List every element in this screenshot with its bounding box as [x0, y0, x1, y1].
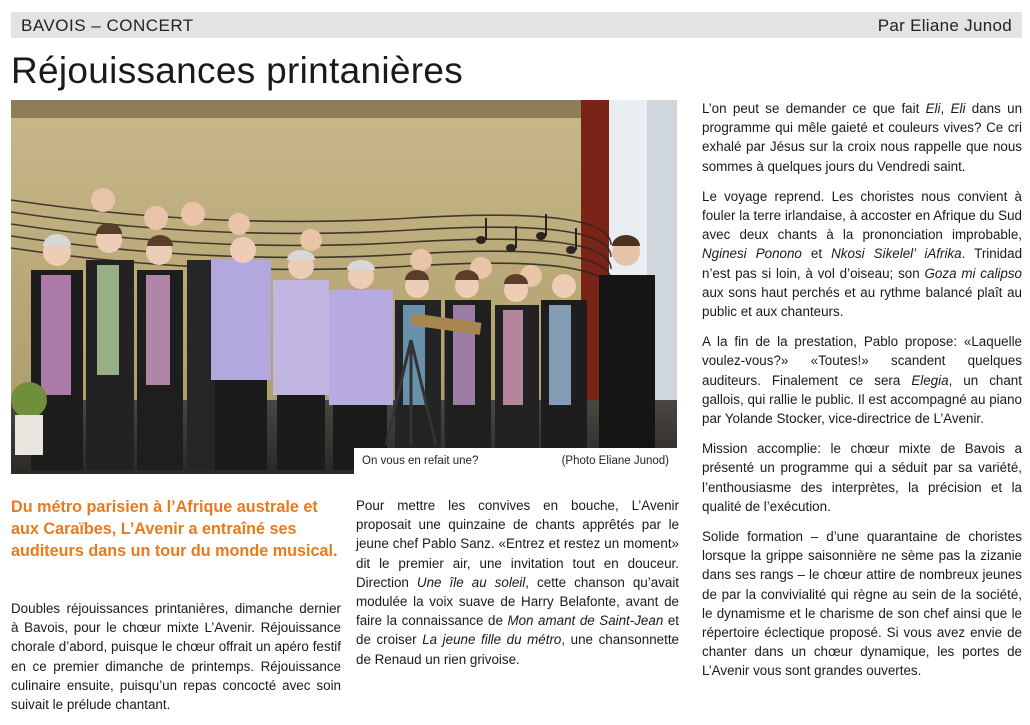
- paragraph: Solide formation – d’une quarantaine de choristes lorsque la grippe saisonnière ne sème pas la zizanie dans ses rangs – le chœur attire de nombreux jeunes de par la convivialité qui règne au sein de la société, le dynamisme et le charisme de son chef ainsi que le répertoire éclectique proposé. Si vous avez envie de chanter dans un chœur dynamique, les portes de L’Avenir vous sont grandes ouvertes.: [702, 529, 1022, 679]
- choir-photo: [11, 100, 677, 474]
- paragraph: L’on peut se demander ce que fait Eli, Eli dans un programme qui mêle gaieté et couleurs vives? Ce cri exhalé par Jésus sur la croix nous rappelle que nous sommes à quelques jours du Vendredi saint.: [702, 101, 1023, 174]
- column-3: [702, 99, 1022, 692]
- column-1: [11, 599, 341, 725]
- paragraph: Le voyage reprend. Les choristes nous convient à fouler la terre irlandaise, à accoster en Afrique du Sud avec deux chants à la prononciation improbable, Nginesi Ponono et Nkosi Sikelel’ iAfrika. Trinidad n’est pas si loin, à vol d’oiseau; son Goza mi calipso aux sons haut perchés et au rythme balancé plaît au public et aux chanteurs.: [702, 188, 1023, 320]
- caption-text: On vous en refait une?: [362, 455, 479, 467]
- paragraph: Doubles réjouissances printanières, dimanche dernier à Bavois, pour le chœur mixte L’Avenir. Réjouissance chorale d’abord, puisque le chœur offrait un apéro festif en ce premier dimanche de printemps. Réjouissance culinaire ensuite, puisqu’un repas concocté avec soin suivait le prélude chantant.: [11, 601, 341, 713]
- article-lead: Du métro parisien à l’Afrique australe et aux Caraïbes, L’Avenir a entraîné ses auditeurs dans un tour du monde musical.: [11, 498, 338, 560]
- photo-caption: [354, 448, 677, 474]
- paragraph: Pour mettre les convives en bouche, L’Avenir proposait une quinzaine de chants apprêtés par le jeune chef Pablo Sanz. «Entrez et restez un moment» dit le premier air, une invitation tout en douceur. Direction Une île au soleil, cette chanson qu’avait modulée la voix suave de Harry Belafonte, avant de faire la connaissance de Mon amant de Saint-Jean et de croiser La jeune fille du métro, une chansonnette de Renaud un rien grivoise.: [356, 498, 680, 667]
- paragraph: A la fin de la prestation, Pablo propose: «Laquelle voulez-vous?» «Toutes!» scandent quelques auditeurs. Finalement ce sera Elegia, un chant gallois, qui rallie le public. Il est accompagné au piano par Yolande Stocker, vice-directrice de L’Avenir.: [702, 334, 1022, 427]
- author-byline: Par Eliane Junod: [877, 16, 1012, 35]
- photo-credit: (Photo Eliane Junod): [561, 455, 669, 467]
- article-title: Réjouissances printanières: [11, 50, 464, 91]
- column-2: [356, 496, 679, 680]
- section-header-bar: [11, 12, 1022, 38]
- section-label: BAVOIS – CONCERT: [21, 16, 194, 35]
- paragraph: Mission accomplie: le chœur mixte de Bavois a présenté un programme qui a séduit par sa variété, l’enthousiasme des interprètes, la précision et la qualité de l’exécution.: [702, 441, 1022, 514]
